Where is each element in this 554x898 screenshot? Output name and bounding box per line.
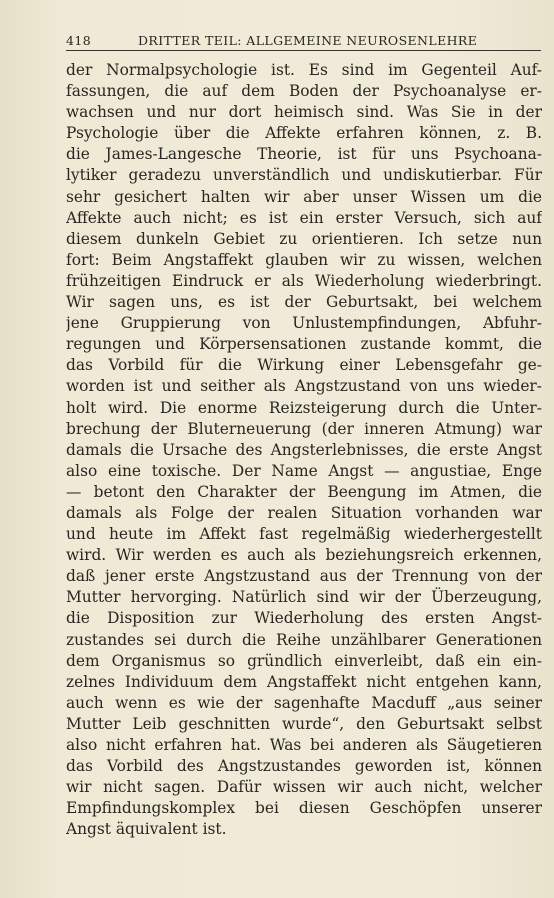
text-line: dem Organismus so gründlich einverleibt, daß ein ein- bbox=[66, 651, 542, 670]
text-line: der Normalpsychologie ist. Es sind im Gegenteil Auf- bbox=[66, 61, 542, 79]
text-line: holt wird. Die enorme Reizsteigerung durch die Unter- bbox=[66, 398, 542, 417]
text-line: zustandes sei durch die Reihe unzählbarer Generationen bbox=[66, 630, 542, 649]
text-line: damals als Folge der realen Situation vorhanden war bbox=[66, 503, 542, 522]
text-line: sehr gesichert halten wir aber unser Wissen um die bbox=[66, 187, 542, 206]
running-title: DRITTER TEIL: ALLGEMEINE NEUROSENLEHRE bbox=[138, 33, 478, 48]
text-line: fassungen, die auf dem Boden der Psychoanalyse er- bbox=[66, 82, 542, 101]
text-line: worden ist und seither als Angstzustand von uns wieder- bbox=[66, 377, 542, 396]
text-line: also nicht erfahren hat. Was bei anderen als Säugetieren bbox=[66, 736, 542, 754]
text-line: daß jener erste Angstzustand aus der Trennung von der bbox=[66, 567, 542, 586]
text-line: Affekte auch nicht; es ist ein erster Versuch, sich auf bbox=[66, 208, 542, 227]
text-line: auch wenn es wie der sagenhafte Macduff „aus seiner bbox=[66, 693, 542, 712]
text-line: wird. Wir werden es auch als beziehungsreich erkennen, bbox=[66, 546, 542, 565]
page-number: 418 bbox=[66, 33, 92, 48]
text-line: die Disposition zur Wiederholung des ersten Angst- bbox=[66, 609, 542, 628]
text-line: die James-Langesche Theorie, ist für uns Psychoana- bbox=[66, 145, 542, 164]
text-line: diesem dunkeln Gebiet zu orientieren. Ich setze nun bbox=[66, 229, 542, 248]
text-line: damals die Ursache des Angsterlebnisses, die erste Angst bbox=[66, 440, 542, 459]
text-line: wir nicht sagen. Dafür wissen wir auch nicht, welcher bbox=[66, 778, 542, 797]
text-line: frühzeitigen Eindruck er als Wiederholung wiederbringt. bbox=[66, 271, 542, 290]
text-line: also eine toxische. Der Name Angst — angustiae, Enge bbox=[66, 461, 542, 480]
text-line: jene Gruppierung von Unlustempfindungen, Abfuhr- bbox=[66, 314, 542, 333]
text-line: brechung der Bluterneuerung (der inneren Atmung) war bbox=[66, 419, 542, 438]
text-line: zelnes Individuum dem Angstaffekt nicht entgehen kann, bbox=[66, 672, 542, 691]
text-line: das Vorbild des Angstzustandes geworden ist, können bbox=[66, 757, 542, 776]
text-line: Mutter Leib geschnitten wurde“, den Geburtsakt selbst bbox=[66, 714, 542, 733]
body-text bbox=[66, 60, 542, 840]
text-line: lytiker geradezu unverständlich und undiskutierbar. Für bbox=[66, 166, 542, 185]
text-line: das Vorbild für die Wirkung einer Lebensgefahr ge- bbox=[66, 356, 542, 375]
text-line: wachsen und nur dort heimisch sind. Was Sie in der bbox=[66, 103, 542, 122]
text-line: Mutter hervorging. Natürlich sind wir der Überzeugung, bbox=[66, 588, 542, 607]
text-line: Empfindungskomplex bei diesen Geschöpfen unserer bbox=[66, 799, 542, 818]
text-line: Wir sagen uns, es ist der Geburtsakt, bei welchem bbox=[66, 293, 542, 312]
text-line: regungen und Körpersensationen zustande kommt, die bbox=[66, 335, 542, 354]
text-line: fort: Beim Angstaffekt glauben wir zu wissen, welchen bbox=[66, 250, 542, 269]
text-line: Angst äquivalent ist. bbox=[66, 820, 227, 839]
text-line: und heute im Affekt fast regelmäßig wiederhergestellt bbox=[66, 525, 542, 544]
text-line: — betont den Charakter der Beengung im Atmen, die bbox=[66, 482, 542, 501]
text-line: Psychologie über die Affekte erfahren können, z. B. bbox=[66, 124, 542, 143]
page-header bbox=[66, 30, 541, 51]
